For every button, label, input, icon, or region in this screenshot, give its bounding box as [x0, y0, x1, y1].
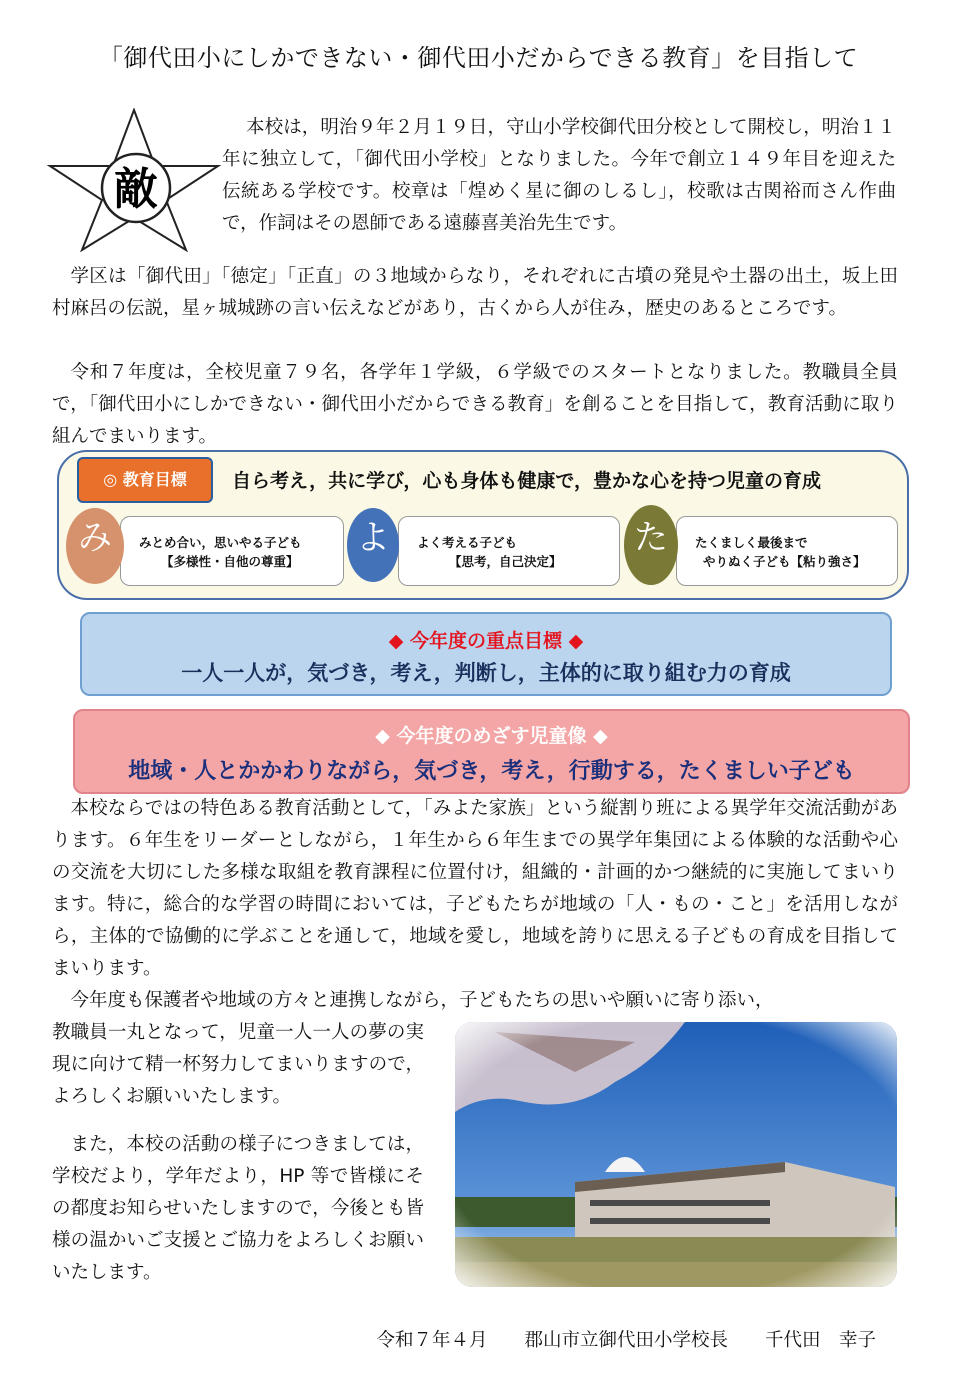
signature: 令和７年４月 郡山市立御代田小学校長 千代田 幸子	[376, 1330, 876, 1351]
cooperation-continued-paragraph: 教職員一丸となって，児童一人一人の夢の実現に向けて精一杯努力してまいりますので，よろしくお願いいたします。	[52, 1022, 424, 1107]
ideal-student-box	[73, 709, 910, 794]
goal-badge-mi: み	[66, 508, 124, 584]
features-paragraph: 本校ならではの特色ある教育活動として，「みよた家族」という縦割り班による異学年交流活動があります。６年生をリーダーとしながら，１年生から６年生までの異学年集団による体験的な活動や心の交流を大切にした多様な取組を教育課程に位置付け，組織的・計画的かつ継続的に実施してまいります。特に，総合的な学習の時間においては，子どもたちが地域の「人・もの・こと」を活用しながら，主体的で協働的に学ぶことを通して，地域を愛し，地域を誇りに思える子どもの育成を目指してまいります。	[52, 798, 898, 979]
goal-card-mi	[120, 516, 344, 586]
goal-card-line1: よく考える子ども	[417, 535, 518, 550]
cooperation-paragraph: 今年度も保護者や地域の方々と連携しながら，子どもたちの思いや願いに寄り添い，	[70, 990, 774, 1011]
students-paragraph: 令和７年度は，全校児童７９名，各学年１学級，６学級でのスタートとなりました。教職員全員で，「御代田小にしかできない・御代田小だからできる教育」を創ることを目指して，教育活動に取り組んでまいります。	[52, 362, 898, 447]
education-goal-text: 自ら考え，共に学び，心も身体も健康で，豊かな心を持つ児童の育成	[232, 470, 822, 492]
activities-paragraph: また，本校の活動の様子につきましては，学校だより，学年だより，HP 等で皆様にその都度お知らせいたしますので，今後とも皆様の温かいご支援とご協力をよろしくお願いいたします。	[52, 1134, 424, 1283]
education-goal-tag: ◎ 教育目標	[77, 457, 213, 503]
history-paragraph: 学区は「御代田」「徳定」「正直」の３地域からなり，それぞれに古墳の発見や土器の出土，坂上田村麻呂の伝説，星ヶ城城跡の言い伝えなどがあり，古くから人が住み，歴史のあるところです。	[52, 266, 898, 319]
ideal-student-heading: ◆ 今年度のめざす児童像 ◆	[375, 725, 608, 747]
goal-card-line1: みとめ合い，思いやる子ども	[139, 535, 302, 550]
goal-card-yo	[398, 516, 620, 586]
goal-card-line2: やりぬく子ども【粘り強さ】	[703, 554, 866, 569]
goal-badge-ta: た	[624, 505, 678, 585]
focus-goal-heading: ◆ 今年度の重点目標 ◆	[388, 630, 584, 652]
ideal-student-text: 地域・人とかかわりながら，気づき，考え，行動する，たくましい子ども	[128, 759, 855, 784]
school-building-cherry-blossom-photo	[455, 1022, 897, 1287]
page-title: 「御代田小にしかできない・御代田小だからできる教育」を目指して	[98, 44, 859, 72]
goal-card-line1: たくましく最後まで	[695, 535, 808, 550]
goal-card-ta	[676, 516, 898, 586]
star-school-crest-icon	[44, 108, 224, 252]
intro-paragraph: 本校は，明治９年２月１９日，守山小学校御代田分校として開校し，明治１１年に独立して，「御代田小学校」となりました。今年で創立１４９年目を迎えた伝統ある学校です。校章は「煌めく星に御のしるし」，校歌は古関裕而さん作曲で，作詞はその恩師である遠藤喜美治先生です。	[222, 117, 896, 234]
goal-badge-yo: よ	[347, 508, 399, 582]
focus-goal-text: 一人一人が，気づき，考え，判断し，主体的に取り組む力の育成	[181, 661, 791, 685]
focus-goal-box	[80, 612, 892, 696]
goal-card-line2: 【多様性・自他の尊重】	[161, 554, 299, 569]
goal-card-line2: 【思考，自己決定】	[449, 554, 562, 569]
crest-glyph: 敵	[114, 164, 158, 215]
